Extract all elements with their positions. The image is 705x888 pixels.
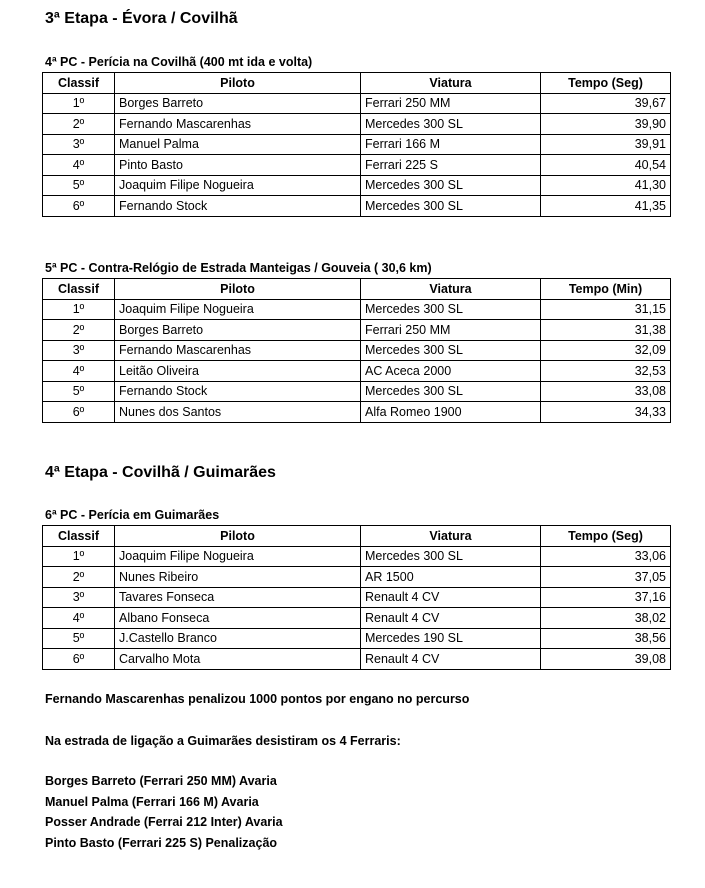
cell-piloto: Fernando Mascarenhas — [115, 114, 361, 135]
table-header-row — [43, 73, 671, 94]
cell-tempo: 31,15 — [541, 299, 671, 320]
cell-classif: 6º — [43, 196, 115, 217]
cell-classif: 4º — [43, 361, 115, 382]
cell-piloto: Nunes Ribeiro — [115, 567, 361, 588]
table-row — [43, 361, 671, 382]
ferrari-retirement-item: Borges Barreto (Ferrari 250 MM) Avaria — [45, 774, 277, 788]
cell-viatura: Mercedes 300 SL — [361, 175, 541, 196]
header-piloto: Piloto — [115, 73, 361, 94]
cell-classif: 2º — [43, 114, 115, 135]
cell-viatura: Ferrari 250 MM — [361, 93, 541, 114]
cell-tempo: 33,06 — [541, 546, 671, 567]
cell-classif: 1º — [43, 299, 115, 320]
cell-classif: 5º — [43, 381, 115, 402]
table-header-row — [43, 526, 671, 547]
header-viatura: Viatura — [361, 526, 541, 547]
cell-tempo: 39,91 — [541, 134, 671, 155]
cell-classif: 5º — [43, 628, 115, 649]
cell-tempo: 37,05 — [541, 567, 671, 588]
cell-tempo: 41,30 — [541, 175, 671, 196]
table-row — [43, 114, 671, 135]
cell-classif: 3º — [43, 587, 115, 608]
cell-classif: 6º — [43, 649, 115, 670]
table-row — [43, 320, 671, 341]
table-row — [43, 175, 671, 196]
cell-tempo: 39,90 — [541, 114, 671, 135]
pc6-title: 6ª PC - Perícia em Guimarães — [45, 508, 220, 522]
cell-piloto: Manuel Palma — [115, 134, 361, 155]
cell-tempo: 33,08 — [541, 381, 671, 402]
cell-classif: 1º — [43, 93, 115, 114]
table-row — [43, 628, 671, 649]
cell-piloto: J.Castello Branco — [115, 628, 361, 649]
cell-tempo: 32,53 — [541, 361, 671, 382]
table-row — [43, 608, 671, 629]
stage3-title: 3ª Etapa - Évora / Covilhã — [45, 10, 238, 27]
cell-viatura: Mercedes 190 SL — [361, 628, 541, 649]
cell-piloto: Borges Barreto — [115, 320, 361, 341]
header-tempo: Tempo (Seg) — [541, 526, 671, 547]
pc4-results-table — [42, 72, 671, 217]
table-row — [43, 567, 671, 588]
header-tempo: Tempo (Seg) — [541, 73, 671, 94]
cell-viatura: Ferrari 225 S — [361, 155, 541, 176]
table-row — [43, 299, 671, 320]
cell-classif: 4º — [43, 608, 115, 629]
cell-viatura: Mercedes 300 SL — [361, 196, 541, 217]
pc5-results-table — [42, 278, 671, 423]
table-row — [43, 134, 671, 155]
cell-viatura: Renault 4 CV — [361, 608, 541, 629]
penalty-note: Fernando Mascarenhas penalizou 1000 pontos por engano no percurso — [45, 692, 470, 706]
table-row — [43, 340, 671, 361]
cell-viatura: Mercedes 300 SL — [361, 546, 541, 567]
pc5-title: 5ª PC - Contra-Relógio de Estrada Manteigas / Gouveia ( 30,6 km) — [45, 261, 432, 275]
table-row — [43, 587, 671, 608]
cell-classif: 4º — [43, 155, 115, 176]
ferrari-retirement-item: Posser Andrade (Ferrai 212 Inter) Avaria — [45, 815, 283, 829]
cell-tempo: 39,67 — [541, 93, 671, 114]
table-row — [43, 546, 671, 567]
cell-viatura: AC Aceca 2000 — [361, 361, 541, 382]
cell-viatura: Ferrari 166 M — [361, 134, 541, 155]
cell-viatura: Alfa Romeo 1900 — [361, 402, 541, 423]
cell-piloto: Leitão Oliveira — [115, 361, 361, 382]
cell-viatura: Mercedes 300 SL — [361, 340, 541, 361]
header-viatura: Viatura — [361, 279, 541, 300]
cell-classif: 1º — [43, 546, 115, 567]
cell-tempo: 41,35 — [541, 196, 671, 217]
cell-classif: 3º — [43, 134, 115, 155]
header-classif: Classif — [43, 73, 115, 94]
cell-tempo: 38,56 — [541, 628, 671, 649]
cell-tempo: 38,02 — [541, 608, 671, 629]
cell-viatura: Mercedes 300 SL — [361, 114, 541, 135]
header-classif: Classif — [43, 279, 115, 300]
cell-piloto: Borges Barreto — [115, 93, 361, 114]
table-row — [43, 196, 671, 217]
stage4-title: 4ª Etapa - Covilhã / Guimarães — [45, 464, 276, 481]
cell-piloto: Tavares Fonseca — [115, 587, 361, 608]
cell-tempo: 31,38 — [541, 320, 671, 341]
pc4-title: 4ª PC - Perícia na Covilhã (400 mt ida e volta) — [45, 55, 313, 69]
cell-piloto: Joaquim Filipe Nogueira — [115, 299, 361, 320]
cell-classif: 3º — [43, 340, 115, 361]
cell-piloto: Nunes dos Santos — [115, 402, 361, 423]
table-row — [43, 93, 671, 114]
table-row — [43, 155, 671, 176]
header-classif: Classif — [43, 526, 115, 547]
cell-piloto: Fernando Stock — [115, 196, 361, 217]
header-tempo: Tempo (Min) — [541, 279, 671, 300]
cell-piloto: Fernando Stock — [115, 381, 361, 402]
table-row — [43, 402, 671, 423]
cell-tempo: 37,16 — [541, 587, 671, 608]
ferrari-retirement-item: Pinto Basto (Ferrari 225 S) Penalização — [45, 836, 278, 850]
cell-tempo: 34,33 — [541, 402, 671, 423]
cell-classif: 2º — [43, 567, 115, 588]
pc6-results-table — [42, 525, 671, 670]
ferrari-retirement-item: Manuel Palma (Ferrari 166 M) Avaria — [45, 795, 259, 809]
cell-viatura: Mercedes 300 SL — [361, 381, 541, 402]
table-row — [43, 381, 671, 402]
cell-tempo: 40,54 — [541, 155, 671, 176]
table-header-row — [43, 279, 671, 300]
cell-classif: 6º — [43, 402, 115, 423]
cell-viatura: Mercedes 300 SL — [361, 299, 541, 320]
cell-piloto: Albano Fonseca — [115, 608, 361, 629]
ferraris-intro-note: Na estrada de ligação a Guimarães desistiram os 4 Ferraris: — [45, 734, 401, 748]
cell-viatura: Renault 4 CV — [361, 587, 541, 608]
cell-tempo: 39,08 — [541, 649, 671, 670]
cell-viatura: AR 1500 — [361, 567, 541, 588]
cell-classif: 2º — [43, 320, 115, 341]
cell-tempo: 32,09 — [541, 340, 671, 361]
cell-piloto: Joaquim Filipe Nogueira — [115, 175, 361, 196]
cell-viatura: Renault 4 CV — [361, 649, 541, 670]
cell-piloto: Pinto Basto — [115, 155, 361, 176]
header-piloto: Piloto — [115, 526, 361, 547]
cell-piloto: Carvalho Mota — [115, 649, 361, 670]
cell-piloto: Joaquim Filipe Nogueira — [115, 546, 361, 567]
header-piloto: Piloto — [115, 279, 361, 300]
header-viatura: Viatura — [361, 73, 541, 94]
cell-piloto: Fernando Mascarenhas — [115, 340, 361, 361]
cell-viatura: Ferrari 250 MM — [361, 320, 541, 341]
table-row — [43, 649, 671, 670]
cell-classif: 5º — [43, 175, 115, 196]
